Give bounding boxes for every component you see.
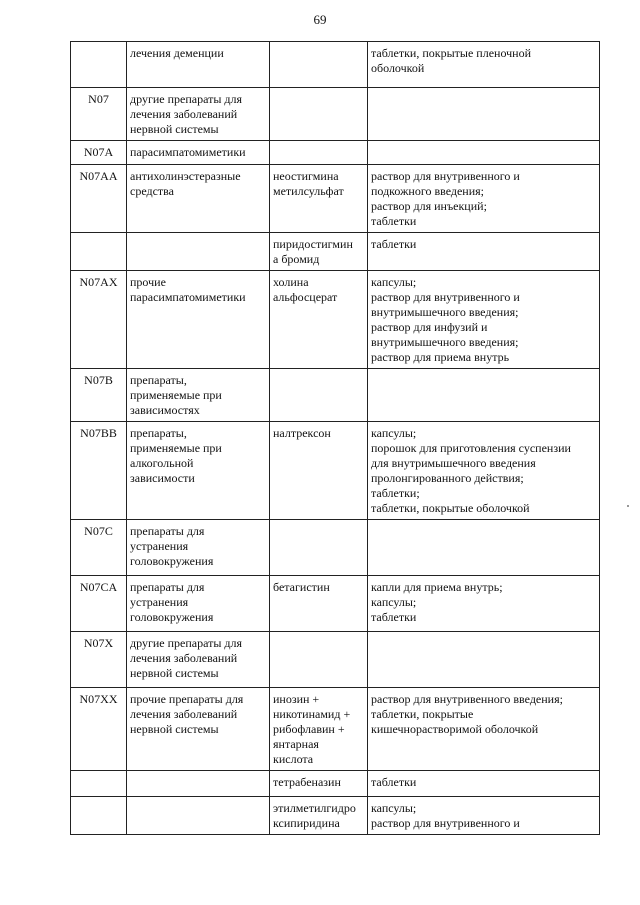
group-name-cell	[127, 233, 270, 271]
table-row	[71, 141, 600, 165]
dosage-form-cell	[368, 88, 600, 141]
drug-name-cell	[270, 88, 368, 141]
drug-name-cell	[270, 369, 368, 422]
drug-name-cell: тетрабеназин	[270, 771, 368, 797]
drug-table	[70, 41, 600, 835]
atc-code-cell	[71, 797, 127, 835]
table-row	[71, 165, 600, 233]
dosage-form-cell	[368, 369, 600, 422]
drug-name-cell: неостигмина метилсульфат	[270, 165, 368, 233]
drug-name-cell: инозин + никотинамид + рибофлавин + янтарная кислота	[270, 688, 368, 771]
group-name-cell	[127, 771, 270, 797]
drug-name-cell: этилметилгидро ксипиридина	[270, 797, 368, 835]
group-name-cell: препараты, применяемые при зависимостях	[127, 369, 270, 422]
atc-code-cell: N07XX	[71, 688, 127, 771]
atc-code-cell: N07CA	[71, 576, 127, 632]
atc-code-cell: N07C	[71, 520, 127, 576]
group-name-cell: прочие препараты для лечения заболеваний нервной системы	[127, 688, 270, 771]
group-name-cell: препараты для устранения головокружения	[127, 520, 270, 576]
dosage-form-cell: раствор для внутривенного введения; таблетки, покрытые кишечнорастворимой оболочкой	[368, 688, 600, 771]
dosage-form-cell: капли для приема внутрь; капсулы; таблетки	[368, 576, 600, 632]
table-row	[71, 520, 600, 576]
atc-code-cell: N07X	[71, 632, 127, 688]
group-name-cell	[127, 797, 270, 835]
atc-code-cell: N07	[71, 88, 127, 141]
drug-name-cell: холина альфосцерат	[270, 271, 368, 369]
drug-name-cell	[270, 632, 368, 688]
group-name-cell: парасимпатомиметики	[127, 141, 270, 165]
table-row	[71, 233, 600, 271]
page-number: 69	[313, 12, 327, 27]
table-body	[71, 42, 600, 835]
group-name-cell: другие препараты для лечения заболеваний нервной системы	[127, 632, 270, 688]
drug-name-cell	[270, 520, 368, 576]
group-name-cell: прочие парасимпатомиметики	[127, 271, 270, 369]
table-row	[71, 576, 600, 632]
table-row	[71, 369, 600, 422]
dosage-form-cell: таблетки	[368, 233, 600, 271]
table-row	[71, 688, 600, 771]
table-row	[71, 271, 600, 369]
group-name-cell: препараты, применяемые при алкогольной зависимости	[127, 422, 270, 520]
atc-code-cell	[71, 233, 127, 271]
drug-name-cell: налтрексон	[270, 422, 368, 520]
dosage-form-cell: таблетки, покрытые пленочной оболочкой	[368, 42, 600, 88]
dosage-form-cell: таблетки	[368, 771, 600, 797]
drug-name-cell	[270, 141, 368, 165]
table-row	[71, 632, 600, 688]
dosage-form-cell	[368, 141, 600, 165]
dosage-form-cell: капсулы; порошок для приготовления суспензии для внутримышечного введения пролонгированного действия; таблетки; таблетки, покрытые оболочкой	[368, 422, 600, 520]
atc-code-cell	[71, 42, 127, 88]
table-row	[71, 42, 600, 88]
atc-code-cell	[71, 771, 127, 797]
table-row	[71, 88, 600, 141]
atc-code-cell: N07B	[71, 369, 127, 422]
dosage-form-cell	[368, 632, 600, 688]
group-name-cell: антихолинэстеразные средства	[127, 165, 270, 233]
group-name-cell: лечения деменции	[127, 42, 270, 88]
atc-code-cell: N07AX	[71, 271, 127, 369]
drug-name-cell: пиридостигмин а бромид	[270, 233, 368, 271]
dosage-form-cell: раствор для внутривенного и подкожного введения; раствор для инъекций; таблетки	[368, 165, 600, 233]
group-name-cell: препараты для устранения головокружения	[127, 576, 270, 632]
table-row	[71, 771, 600, 797]
atc-code-cell: N07BB	[71, 422, 127, 520]
dosage-form-cell	[368, 520, 600, 576]
drug-name-cell: бетагистин	[270, 576, 368, 632]
dosage-form-cell: капсулы; раствор для внутривенного и внутримышечного введения; раствор для инфузий и внутримышечного введения; раствор для приема внутрь	[368, 271, 600, 369]
drug-name-cell	[270, 42, 368, 88]
scan-speck	[627, 505, 629, 507]
atc-code-cell: N07A	[71, 141, 127, 165]
dosage-form-cell: капсулы; раствор для внутривенного и	[368, 797, 600, 835]
atc-code-cell: N07AA	[71, 165, 127, 233]
table-row	[71, 422, 600, 520]
table-row	[71, 797, 600, 835]
group-name-cell: другие препараты для лечения заболеваний нервной системы	[127, 88, 270, 141]
